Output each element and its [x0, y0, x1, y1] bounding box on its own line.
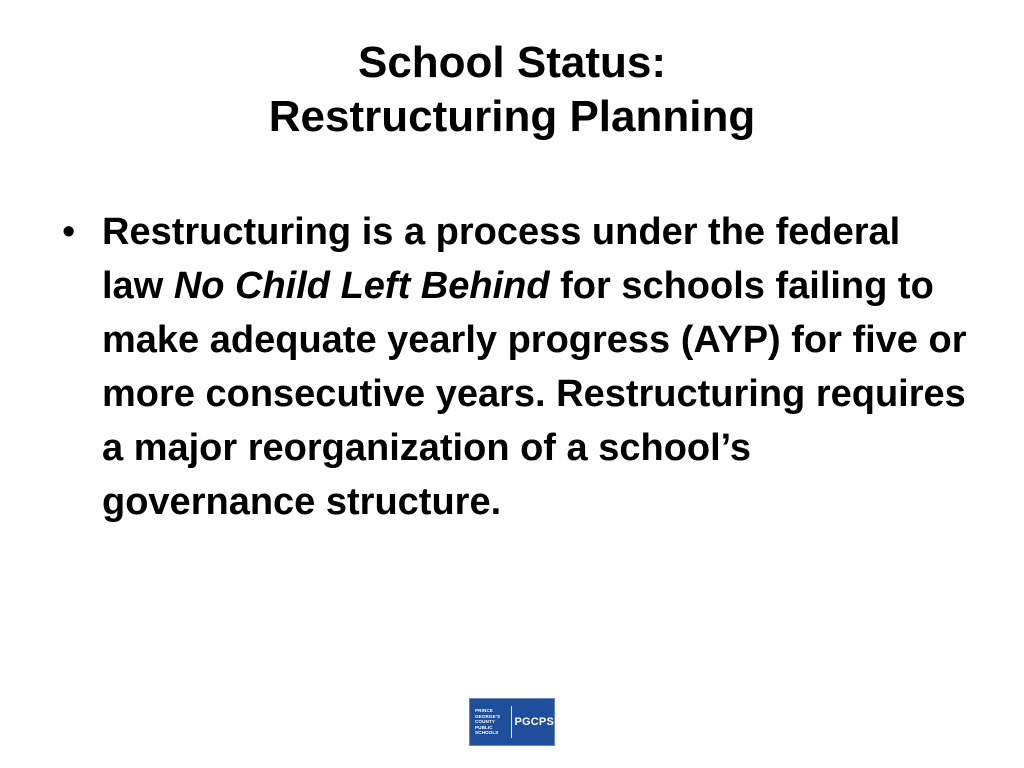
bullet-marker: •	[62, 211, 76, 253]
slide-title-line-2: Restructuring Planning	[268, 92, 756, 141]
logo-line-2: GEORGE'S	[475, 713, 501, 719]
bullet-text-italic-law-name: No Child Left Behind	[173, 265, 550, 307]
logo-line-3: COUNTY	[475, 719, 495, 725]
bullet-text-after: for schools failing to make adequate yearly progress (AYP) for five or more consecutive years. Restructuring requires a major reorganization of a school’s governance structure.	[102, 265, 967, 523]
bullet-item	[60, 205, 970, 529]
logo-line-5: SCHOOLS	[475, 730, 499, 736]
slide-title-line-1: School Status:	[357, 38, 667, 87]
logo-divider	[511, 706, 512, 738]
pgcps-logo	[469, 698, 555, 746]
logo-org-name	[470, 708, 511, 735]
logo-line-4: PUBLIC	[475, 724, 493, 730]
bullet-text-before: Restructuring is a process under the federal law	[102, 211, 901, 307]
bullet-list	[60, 205, 970, 529]
slide-title	[0, 36, 1024, 144]
logo-line-1: PRINCE	[475, 708, 493, 714]
logo-abbrev: PGCPS	[514, 716, 554, 728]
